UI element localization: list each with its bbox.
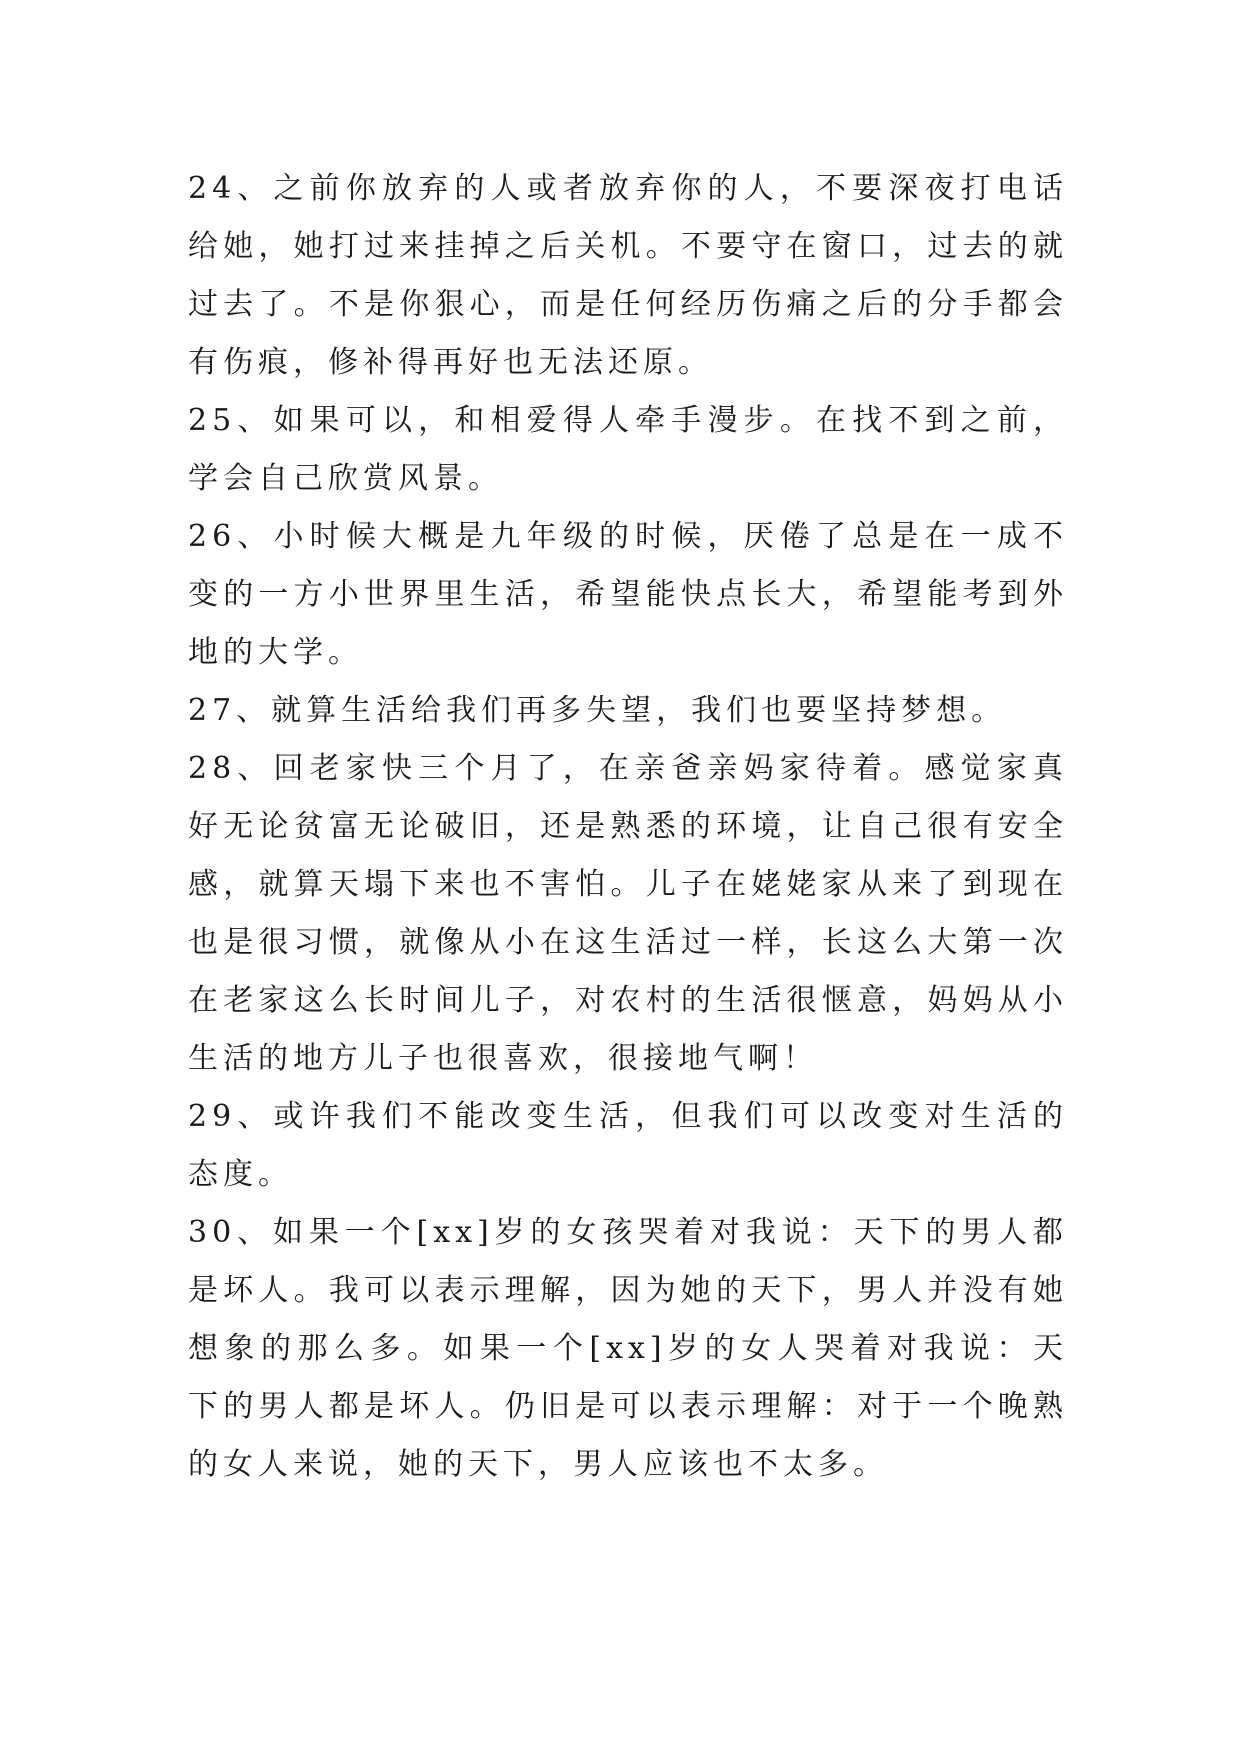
paragraph-27: 27、就算生活给我们再多失望，我们也要坚持梦想。: [188, 693, 1007, 728]
paragraph-25: 25、如果可以，和相爱得人牵手漫步。在找不到之前，学会自己欣赏风景。: [188, 403, 1068, 496]
paragraph-26: 26、小时候大概是九年级的时候，厌倦了总是在一成不变的一方小世界里生活，希望能快点长大，希望能考到外地的大学。: [188, 519, 1068, 670]
document-body: [188, 160, 1068, 1494]
paragraph-30: 30、如果一个[xx]岁的女孩哭着对我说：天下的男人都是坏人。我可以表示理解，因为她的天下，男人并没有她想象的那么多。如果一个[xx]岁的女人哭着对我说：天下的男人都是坏人。仍旧是可以表示理解：对于一个晚熟的女人来说，她的天下，男人应该也不太多。: [188, 1215, 1068, 1482]
paragraph-24: 24、之前你放弃的人或者放弃你的人，不要深夜打电话给她，她打过来挂掉之后关机。不要守在窗口，过去的就过去了。不是你狠心，而是任何经历伤痛之后的分手都会有伤痕，修补得再好也无法还原。: [188, 171, 1068, 380]
paragraph-28: 28、回老家快三个月了，在亲爸亲妈家待着。感觉家真好无论贫富无论破旧，还是熟悉的环境，让自己很有安全感，就算天塌下来也不害怕。儿子在姥姥家从来了到现在也是很习惯，就像从小在这生活过一样，长这么大第一次在老家这么长时间儿子，对农村的生活很惬意，妈妈从小生活的地方儿子也很喜欢，很接地气啊！: [188, 751, 1068, 1076]
paragraph-29: 29、或许我们不能改变生活，但我们可以改变对生活的态度。: [188, 1099, 1068, 1192]
